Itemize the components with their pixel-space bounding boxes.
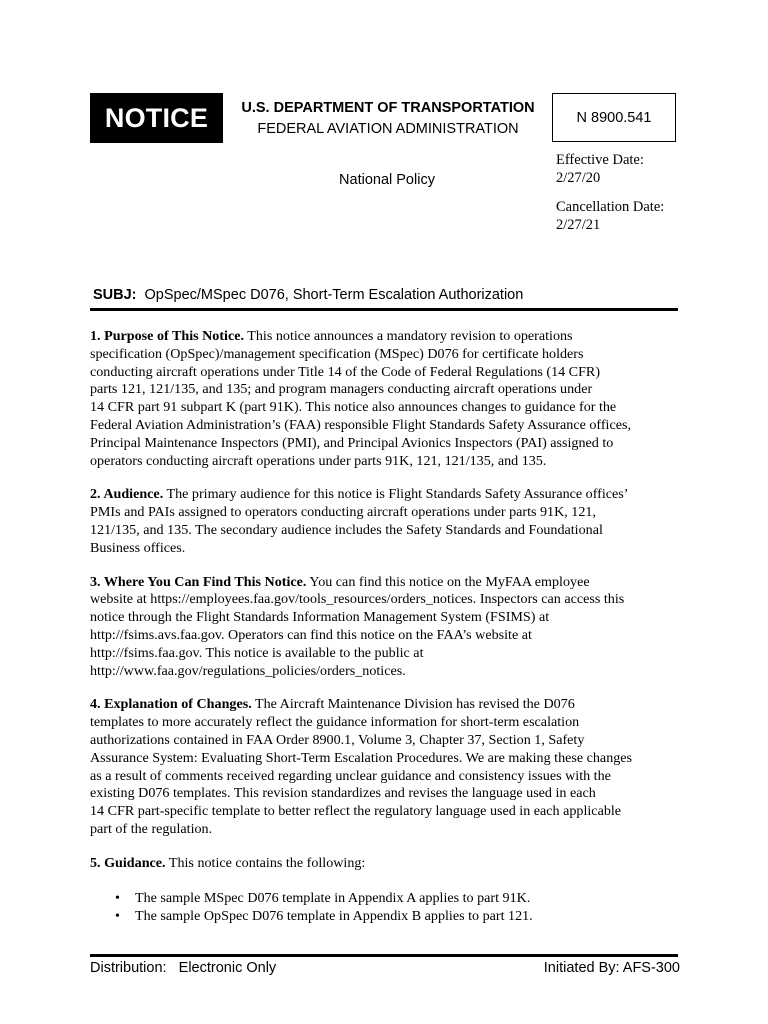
section-where-to-find bbox=[90, 574, 680, 681]
section-line: This notice announces a mandatory revision to operations bbox=[247, 328, 573, 344]
section-line: Principal Maintenance Inspectors (PMI), and Principal Avionics Inspectors (PAI) assigned to bbox=[90, 434, 614, 451]
section-line: The primary audience for this notice is Flight Standards Safety Assurance offices’ bbox=[166, 486, 629, 503]
effective-date: 2/27/20 bbox=[556, 170, 601, 186]
policy-type: National Policy bbox=[339, 172, 435, 188]
administration-name: FEDERAL AVIATION ADMINISTRATION bbox=[257, 121, 519, 137]
cancellation-date-label: Cancellation Date: bbox=[556, 199, 665, 215]
section-purpose bbox=[90, 328, 680, 470]
subject-line bbox=[93, 287, 683, 303]
section-line: templates to more accurately reflect the guidance information for short-term escalation bbox=[90, 714, 580, 731]
footer-divider bbox=[90, 954, 678, 957]
section-line: http://fsims.faa.gov. This notice is available to the public at bbox=[90, 644, 424, 661]
section-heading: 3. Where You Can Find This Notice. bbox=[90, 573, 307, 590]
section-guidance bbox=[90, 855, 680, 873]
date-block bbox=[556, 151, 756, 234]
initiated-by: Initiated By: AFS-300 bbox=[543, 960, 680, 976]
section-line: 121/135, and 135. The secondary audience includes the Safety Standards and Foundational bbox=[90, 521, 603, 538]
section-line: part of the regulation. bbox=[90, 820, 213, 837]
list-item: • The sample MSpec D076 template in Appendix A applies to part 91K. bbox=[135, 889, 680, 907]
section-line: Assurance System: Evaluating Short-Term Escalation Procedures. We are making these changes bbox=[90, 749, 633, 766]
effective-date-label: Effective Date: bbox=[556, 152, 644, 168]
section-heading: 5. Guidance. bbox=[90, 854, 166, 871]
notice-number: N 8900.541 bbox=[552, 93, 676, 142]
cancellation-date: 2/27/21 bbox=[556, 217, 601, 233]
section-line: Business offices. bbox=[90, 539, 186, 556]
section-line: You can find this notice on the MyFAA employee bbox=[309, 573, 590, 590]
section-line: as a result of comments received regarding unclear guidance and consistency issues with the bbox=[90, 767, 611, 784]
list-item: • The sample OpSpec D076 template in Appendix B applies to part 121. bbox=[135, 907, 680, 925]
section-line: notice through the Flight Standards Information Management System (FSIMS) at bbox=[90, 609, 550, 626]
section-audience bbox=[90, 486, 680, 557]
section-line: http://fsims.avs.faa.gov. Operators can find this notice on the FAA’s website at bbox=[90, 626, 532, 643]
section-line: parts 121, 121/135, and 135; and program managers conducting aircraft operations under bbox=[90, 381, 593, 398]
subject-label: SUBJ: bbox=[93, 287, 137, 303]
section-line: 14 CFR part-specific template to better reflect the regulatory language used in each applicable bbox=[90, 803, 622, 820]
section-line: The Aircraft Maintenance Division has revised the D076 bbox=[255, 696, 575, 713]
section-heading: 4. Explanation of Changes. bbox=[90, 696, 252, 713]
section-line: website at https://employees.faa.gov/tools_resources/orders_notices. Inspectors can access this bbox=[90, 591, 625, 608]
section-line: This notice contains the following: bbox=[168, 854, 366, 871]
guidance-list bbox=[90, 889, 680, 925]
distribution-value: Electronic Only bbox=[178, 960, 277, 976]
section-line: authorizations contained in FAA Order 8900.1, Volume 3, Chapter 37, Section 1, Safety bbox=[90, 731, 585, 748]
section-line: PMIs and PAIs assigned to operators conducting aircraft operations under parts 91K, 121, bbox=[90, 504, 596, 521]
section-line: 14 CFR part 91 subpart K (part 91K). This notice also announces changes to guidance for the bbox=[90, 399, 617, 416]
section-line: operators conducting aircraft operations under parts 91K, 121, 121/135, and 135. bbox=[90, 452, 547, 469]
subject-text: OpSpec/MSpec D076, Short-Term Escalation Authorization bbox=[144, 287, 524, 303]
section-line: conducting aircraft operations under Title 14 of the Code of Federal Regulations (14 CFR) bbox=[90, 363, 601, 380]
agency-block bbox=[228, 100, 548, 139]
section-heading: 1. Purpose of This Notice. bbox=[90, 328, 244, 344]
section-heading: 2. Audience. bbox=[90, 486, 164, 503]
section-line: http://www.faa.gov/regulations_policies/orders_notices. bbox=[90, 662, 406, 679]
notice-body bbox=[90, 328, 680, 925]
footer bbox=[90, 960, 680, 976]
section-line: Federal Aviation Administration’s (FAA) responsible Flight Standards Safety Assurance offices, bbox=[90, 416, 631, 433]
distribution-label: Distribution: bbox=[90, 960, 167, 976]
section-line: specification (OpSpec)/management specification (MSpec) D076 for certificate holders bbox=[90, 345, 584, 362]
section-line: existing D076 templates. This revision standardizes and revises the language used in each bbox=[90, 785, 596, 802]
section-explanation bbox=[90, 696, 680, 838]
department-name: U.S. DEPARTMENT OF TRANSPORTATION bbox=[241, 100, 535, 116]
subject-divider bbox=[90, 308, 678, 311]
notice-label: NOTICE bbox=[90, 93, 223, 143]
